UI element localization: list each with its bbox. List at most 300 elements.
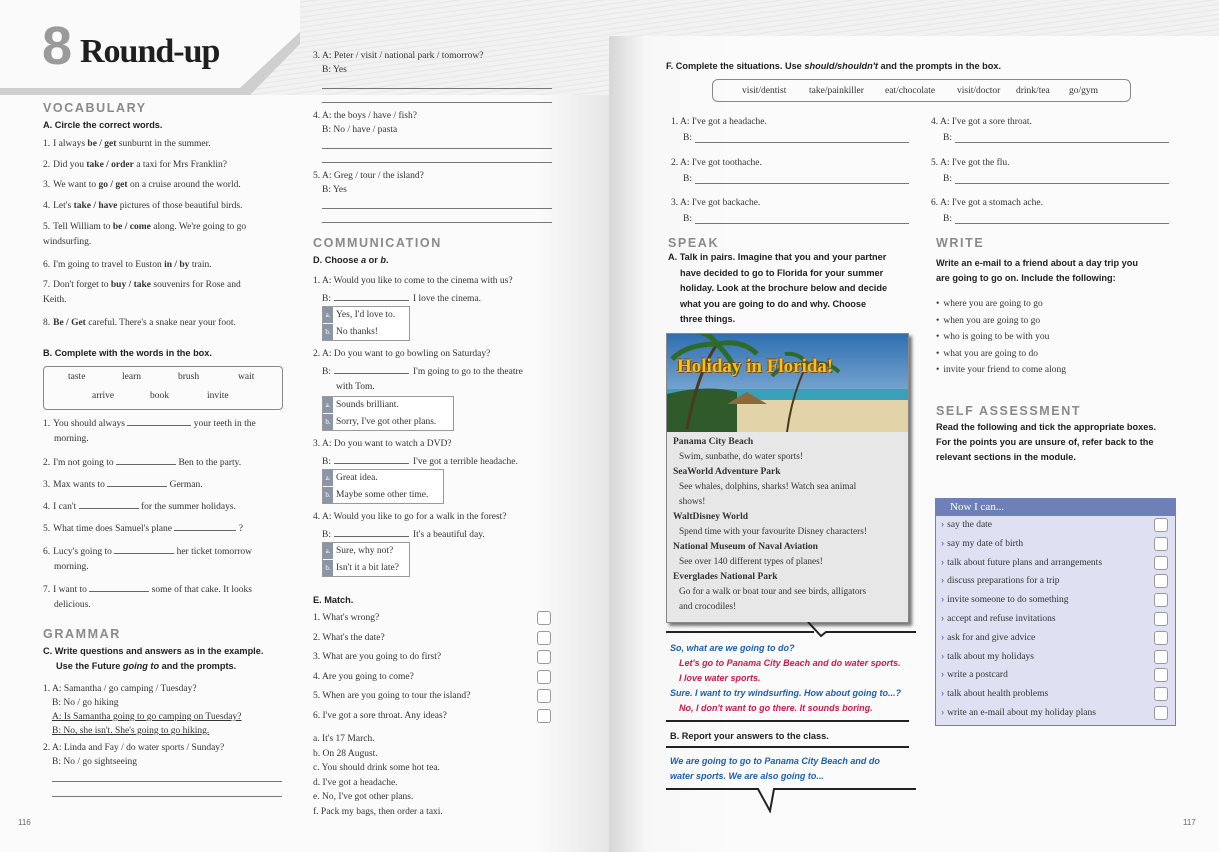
item-number: 3.: [43, 480, 51, 490]
tick-box[interactable]: [1154, 593, 1168, 607]
write-instruction-line: are going to go on. Include the following:: [936, 273, 1116, 283]
grammar-example-answer-b: B: No, she isn't. She's going to go hiking.: [52, 726, 210, 736]
florida-brochure: [666, 333, 909, 623]
item-text: What time does Samuel's plane: [53, 524, 175, 534]
item-number: 7.: [43, 585, 51, 595]
grammar-heading: GRAMMAR: [43, 627, 121, 641]
dialog-fixed-text: I've got a terrible headache.: [412, 457, 518, 467]
speak-instruction-line: what you are going to do and why. Choose: [680, 298, 867, 309]
blank-line[interactable]: [79, 500, 139, 509]
place-description: shows!: [679, 497, 706, 507]
self-assessment-item: [941, 519, 992, 531]
beach-photo: [667, 334, 908, 432]
f-ins-text: F. Complete the situations. Use: [666, 61, 805, 71]
dialogue-line: I love water sports.: [679, 673, 761, 683]
self-assessment-heading: SELF ASSESSMENT: [936, 404, 1082, 418]
item-text: I want to: [53, 585, 90, 595]
speech-tail: [666, 783, 916, 813]
prompt-word: go/gym: [1069, 86, 1099, 96]
place-description: and crocodiles!: [679, 602, 737, 612]
place-name: National Museum of Naval Aviation: [673, 542, 818, 552]
fill-blank-item: [43, 456, 241, 469]
grammar-q2-prompt: B: No / go sightseeing: [52, 757, 137, 767]
tick-box[interactable]: [1154, 650, 1168, 664]
item-text: discuss preparations for a trip: [947, 576, 1060, 587]
place-description: See over 140 different types of planes!: [679, 557, 823, 567]
prompt-word: drink/tea: [1016, 86, 1050, 96]
item-text: souvenirs for Rose and: [151, 280, 241, 290]
option-a[interactable]: Sounds brilliant.: [336, 400, 399, 410]
dialog-response: [322, 292, 481, 305]
match-question: 6. I've got a sore throat. Any ideas?: [313, 710, 447, 721]
answer-line[interactable]: [955, 183, 1169, 184]
tick-box[interactable]: [1154, 631, 1168, 645]
blank-line[interactable]: [107, 478, 167, 487]
item-text: I can't: [53, 502, 79, 512]
item-number: 5.: [43, 222, 51, 232]
match-question: 4. Are you going to come?: [313, 671, 414, 682]
bullet-text: who is going to be with you: [943, 332, 1050, 342]
item-number: 1.: [43, 139, 51, 149]
grammar-q4: 4. A: the boys / have / fish?: [313, 111, 417, 121]
option-b[interactable]: Sorry, I've got other plans.: [336, 417, 437, 427]
dialogue-line: Let's go to Panama City Beach and do water sports.: [679, 658, 901, 668]
dialogue-line: Sure. I want to try windsurfing. How about going to...?: [670, 688, 901, 698]
vocab-item: [43, 159, 227, 171]
left-page: [0, 0, 609, 852]
options-box: [322, 396, 454, 431]
chevron-right-icon: ›: [941, 556, 945, 568]
item-text: pictures of those beautiful birds.: [117, 201, 243, 211]
item-text: windsurfing.: [43, 237, 92, 247]
option-a-label: a.: [323, 470, 333, 486]
dialog-response: [322, 455, 518, 468]
comm-d-or: or: [366, 255, 381, 265]
write-bullet: [936, 315, 1040, 327]
item-text: Lucy's going to: [53, 547, 115, 557]
blank-line[interactable]: [334, 455, 409, 464]
item-text: on a cruise around the world.: [127, 180, 241, 190]
comm-d-a: a: [360, 255, 367, 265]
tick-box[interactable]: [1154, 518, 1168, 532]
speaker-label: B:: [943, 214, 952, 224]
fill-blank-item: [43, 417, 256, 430]
grammar-ins-text-end: and the prompts.: [159, 661, 237, 671]
f-ins-text-end: and the prompts in the box.: [878, 61, 1002, 71]
comm-d-b: b: [380, 255, 387, 265]
tick-box[interactable]: [1154, 687, 1168, 701]
item-text: Keith.: [43, 295, 67, 305]
bullet-dot: •: [936, 315, 940, 326]
options-box: [322, 469, 444, 504]
word-choice[interactable]: be / come: [112, 222, 151, 232]
speaker-label: B:: [683, 174, 692, 184]
vocab-item: [43, 317, 236, 329]
item-text: German.: [167, 480, 203, 490]
word-choice[interactable]: be / get: [87, 139, 117, 149]
self-instruction-line: Read the following and tick the appropriate boxes.: [936, 422, 1157, 432]
speech-tail: [666, 622, 916, 642]
item-text: ?: [236, 524, 243, 534]
chevron-right-icon: ›: [941, 594, 945, 606]
item-text: talk about future plans and arrangements: [947, 557, 1103, 568]
option-b[interactable]: Maybe some other time.: [336, 490, 429, 500]
report-line-2: water sports. We are also going to...: [670, 771, 824, 781]
vocab-a-instruction: A. Circle the correct words.: [43, 120, 163, 130]
self-assessment-item: [941, 575, 1060, 587]
word-box-word: wait: [238, 372, 255, 382]
write-bullet: [936, 298, 1043, 310]
write-bullet: [936, 364, 1066, 376]
bullet-text: what you are going to do: [943, 348, 1039, 359]
answer-line[interactable]: [322, 102, 552, 103]
item-number: 1.: [43, 419, 51, 429]
self-assessment-item: [941, 651, 1034, 663]
option-b[interactable]: No thanks!: [336, 327, 378, 337]
speaker-label: B:: [683, 214, 692, 224]
vocabulary-heading: VOCABULARY: [43, 101, 147, 115]
grammar-ins-text: Use the Future: [56, 661, 123, 671]
vocab-b-instruction: B. Complete with the words in the box.: [43, 348, 212, 358]
unit-number: 8: [42, 16, 73, 76]
item-text: write an e-mail about my holiday plans: [947, 708, 1096, 718]
item-text: ask for and give advice: [947, 632, 1036, 643]
tick-box[interactable]: [1154, 574, 1168, 588]
item-text: some of that cake. It looks: [149, 585, 252, 595]
option-a[interactable]: Sure, why not?: [336, 546, 394, 556]
tick-box[interactable]: [1154, 706, 1168, 720]
item-text: Don't forget to: [53, 280, 111, 290]
bullet-text: invite your friend to come along: [943, 365, 1067, 375]
word-choice[interactable]: take / have: [73, 201, 118, 211]
item-text: for the summer holidays.: [138, 502, 236, 512]
match-box[interactable]: [537, 670, 551, 684]
dialogue-line: No, I don't want to go there. It sounds boring.: [679, 703, 873, 713]
place-name: SeaWorld Adventure Park: [673, 467, 781, 477]
place-description: Spend time with your favourite Disney characters!: [679, 527, 867, 537]
option-b[interactable]: Isn't it a bit late?: [336, 563, 399, 573]
option-a-label: a.: [323, 397, 333, 413]
item-text: say my date of birth: [947, 538, 1024, 549]
unit-title: Round-up: [80, 33, 220, 70]
answer-line[interactable]: [322, 162, 552, 163]
item-text: a taxi for Mrs Franklin?: [133, 160, 228, 170]
communication-heading: COMMUNICATION: [313, 236, 442, 250]
option-a[interactable]: Yes, I'd love to.: [336, 310, 396, 320]
dialog-fixed-text: I'm going to go to the theatre: [412, 367, 523, 377]
word-choice[interactable]: in / by: [164, 260, 190, 270]
prompt-word: visit/dentist: [742, 86, 787, 96]
self-assessment-table: [935, 498, 1176, 726]
option-a-label: a.: [323, 307, 333, 323]
self-assessment-item: [941, 594, 1069, 606]
grammar-ins-italic: going to: [122, 661, 160, 671]
bullet-text: when you are going to go: [943, 315, 1041, 326]
place-name: WaltDisney World: [673, 512, 749, 522]
vocab-item: [43, 179, 241, 191]
dialog-fixed-text: It's a beautiful day.: [412, 530, 485, 540]
match-answer: f. Pack my bags, then order a taxi.: [313, 806, 443, 817]
item-number: 3.: [43, 180, 51, 190]
word-choice[interactable]: go / get: [98, 180, 128, 190]
place-description: See whales, dolphins, sharks! Watch sea animal: [679, 482, 857, 492]
item-text: her ticket tomorrow: [174, 547, 253, 557]
divider: [666, 746, 909, 748]
options-box: [322, 542, 410, 577]
word-choice[interactable]: buy / take: [110, 280, 151, 290]
item-text: Max wants to: [53, 480, 108, 490]
situation-prompt: 5. A: I've got the flu.: [931, 158, 1010, 168]
self-assessment-item: [941, 613, 1056, 625]
item-text: talk about my holidays: [947, 651, 1034, 662]
answer-line[interactable]: [322, 208, 552, 209]
divider: [666, 720, 909, 722]
situation-prompt: 2. A: I've got toothache.: [671, 158, 762, 168]
comm-d-text: D. Choose: [313, 255, 361, 265]
match-instruction: E. Match.: [313, 595, 354, 605]
match-answer: c. You should drink some hot tea.: [313, 763, 440, 773]
chevron-right-icon: ›: [941, 519, 945, 530]
dialogue-line: So, what are we going to do?: [670, 643, 795, 653]
options-box: [322, 306, 410, 341]
speaker-label: B:: [683, 133, 692, 143]
dialog-fixed-text-cont: with Tom.: [336, 382, 375, 392]
word-box-word: arrive: [92, 391, 115, 401]
vocab-item: [43, 221, 246, 233]
chevron-right-icon: ›: [941, 575, 945, 587]
situation-prompt: 6. A: I've got a stomach ache.: [931, 198, 1043, 208]
blank-line[interactable]: [334, 292, 409, 301]
speak-instruction-line: three things.: [680, 314, 736, 324]
dialog-response: [322, 365, 523, 378]
item-text: You should always: [53, 419, 128, 429]
answer-line[interactable]: [52, 796, 282, 797]
item-text-cont: morning.: [54, 562, 89, 572]
grammar-q4-prompt: B: No / have / pasta: [322, 125, 398, 135]
bullet-dot: •: [936, 365, 940, 375]
grammar-q1-prompt: B: No / go hiking: [52, 698, 119, 708]
grammar-q3: 3. A: Peter / visit / national park / tomorrow?: [313, 51, 484, 61]
item-text-cont: delicious.: [54, 600, 91, 610]
chevron-right-icon: ›: [941, 688, 945, 700]
word-choice[interactable]: Be / Get: [53, 318, 86, 328]
tick-box[interactable]: [1154, 668, 1168, 682]
blank-line[interactable]: [116, 456, 176, 465]
situation-prompt: 3. A: I've got backache.: [671, 198, 761, 208]
dialog-question: 4. A: Would you like to go for a walk in the forest?: [313, 512, 507, 522]
chevron-right-icon: ›: [941, 537, 945, 549]
bullet-dot: •: [936, 299, 940, 309]
answer-line[interactable]: [322, 88, 552, 89]
speaker-label: B:: [322, 294, 331, 304]
item-text: I always: [53, 139, 88, 149]
fill-blank-item: [43, 545, 252, 558]
answer-line[interactable]: [955, 223, 1169, 224]
situation-prompt: 1. A: I've got a headache.: [671, 117, 767, 127]
match-box[interactable]: [537, 650, 551, 664]
dialog-question: 3. A: Do you want to watch a DVD?: [313, 439, 452, 449]
answer-line[interactable]: [695, 142, 909, 143]
item-text: Let's: [53, 201, 74, 211]
word-box-word: taste: [68, 372, 86, 382]
bullet-dot: •: [936, 332, 940, 342]
right-page: [609, 0, 1219, 852]
answer-line[interactable]: [52, 781, 282, 782]
vocab-item: [43, 236, 91, 248]
item-text: accept and refuse invitations: [947, 614, 1056, 624]
item-text: sunburnt in the summer.: [116, 139, 211, 149]
chevron-right-icon: ›: [941, 650, 945, 662]
blank-line[interactable]: [334, 365, 409, 374]
chevron-right-icon: ›: [941, 707, 945, 718]
speak-b-instruction: B. Report your answers to the class.: [670, 731, 829, 741]
vocab-item: [43, 294, 66, 306]
vocab-item: [43, 259, 212, 271]
match-box[interactable]: [537, 689, 551, 703]
fill-blank-item: [43, 500, 236, 513]
report-line-1: We are going to go to Panama City Beach and do: [670, 756, 880, 766]
write-bullet: [936, 348, 1038, 360]
item-number: 4.: [43, 502, 51, 512]
prompt-word: visit/doctor: [957, 86, 1001, 96]
comm-d-instruction: [313, 253, 389, 268]
place-name: Everglades National Park: [673, 572, 778, 582]
answer-line[interactable]: [695, 183, 909, 184]
item-text: careful. There's a snake near your foot.: [85, 318, 236, 328]
item-text: along. We're going to go: [150, 222, 247, 232]
f-ins-italic: should/shouldn't: [804, 61, 878, 71]
item-text: say the date: [947, 520, 993, 530]
self-assessment-item: [941, 632, 1035, 644]
option-a-label: a.: [323, 543, 333, 559]
grammar-q3-prompt: B: Yes: [322, 65, 347, 75]
fill-blank-item: [43, 522, 243, 535]
answer-line[interactable]: [322, 148, 552, 149]
chevron-right-icon: ›: [941, 613, 945, 624]
match-answer: a. It's 17 March.: [313, 734, 375, 744]
item-text: I'm going to travel to Euston: [53, 260, 165, 270]
dialog-response: [322, 528, 485, 541]
item-number: 6.: [43, 260, 51, 270]
option-b-label: b.: [323, 414, 333, 430]
item-number: 4.: [43, 201, 51, 211]
self-assessment-item: [941, 707, 1096, 719]
speak-instruction-line: have decided to go to Florida for your summer: [680, 267, 884, 278]
tick-box[interactable]: [1154, 556, 1168, 570]
table-header: Now I can...: [936, 499, 1175, 516]
match-question: 3. What are you going to do first?: [313, 652, 442, 662]
item-text: train.: [189, 260, 212, 270]
word-box-word: book: [150, 391, 169, 401]
word-box-word: learn: [122, 372, 141, 382]
place-description: Swim, sunbathe, do water sports!: [679, 452, 803, 462]
fill-blank-item: [43, 478, 203, 491]
bullet-dot: •: [936, 348, 940, 359]
item-number: 7.: [43, 280, 51, 290]
match-question: 5. When are you going to tour the island?: [313, 691, 471, 701]
match-box[interactable]: [537, 709, 551, 723]
self-assessment-item: [941, 557, 1102, 569]
write-instruction-line: Write an e-mail to a friend about a day trip you: [936, 258, 1138, 268]
item-text: We want to: [53, 180, 99, 190]
speaker-label: B:: [322, 530, 331, 540]
blank-line[interactable]: [174, 522, 236, 531]
header-texture: [609, 0, 1219, 36]
write-heading: WRITE: [936, 236, 985, 250]
right-page-number: 117: [1183, 818, 1196, 827]
tick-box[interactable]: [1154, 537, 1168, 551]
place-description: Go for a walk or boat tour and see birds, alligators: [679, 587, 867, 597]
option-b-label: b.: [323, 560, 333, 576]
option-b-label: b.: [323, 487, 333, 503]
item-number: 2.: [43, 160, 51, 170]
item-text: talk about health problems: [947, 689, 1049, 700]
item-number: 6.: [43, 547, 51, 557]
speaker-label: B:: [943, 133, 952, 143]
speaker-label: B:: [943, 174, 952, 184]
item-number: 8.: [43, 318, 51, 328]
grammar-instruction-1: C. Write questions and answers as in the example.: [43, 646, 264, 656]
word-box-word: brush: [178, 372, 200, 382]
item-number: 2.: [43, 458, 51, 468]
self-instruction-line: For the points you are unsure of, refer back to the: [936, 437, 1154, 447]
match-box[interactable]: [537, 631, 551, 645]
option-a[interactable]: Great idea.: [336, 473, 378, 483]
item-number: 5.: [43, 524, 51, 534]
answer-line[interactable]: [695, 223, 909, 224]
item-text: Ben to the party.: [176, 458, 242, 468]
answer-line[interactable]: [322, 222, 552, 223]
speaker-label: B:: [322, 367, 331, 377]
blank-line[interactable]: [127, 417, 191, 426]
chevron-right-icon: ›: [941, 631, 945, 643]
f-instruction: [666, 59, 1001, 74]
grammar-q2: 2. A: Linda and Fay / do water sports / Sunday?: [43, 743, 225, 753]
situation-prompt: 4. A: I've got a sore throat.: [931, 117, 1032, 127]
grammar-q5-prompt: B: Yes: [322, 185, 347, 195]
blank-line[interactable]: [114, 545, 174, 554]
match-answer: e. No, I've got other plans.: [313, 792, 414, 802]
speaker-label: B:: [322, 457, 331, 467]
speak-instruction-line: A. Talk in pairs. Imagine that you and your partner: [668, 252, 887, 262]
dialog-question: 1. A: Would you like to come to the cinema with us?: [313, 276, 513, 286]
blank-line[interactable]: [334, 528, 409, 537]
word-choice[interactable]: take / order: [86, 160, 134, 170]
match-answer: b. On 28 August.: [313, 748, 378, 759]
word-box-word: invite: [207, 391, 229, 401]
self-assessment-item: [941, 538, 1023, 550]
self-instruction-line: relevant sections in the module.: [936, 452, 1076, 462]
fill-blank-item: [43, 583, 252, 596]
match-box[interactable]: [537, 611, 551, 625]
answer-line[interactable]: [955, 142, 1169, 143]
item-text: Did you: [53, 160, 87, 170]
write-bullet: [936, 331, 1049, 343]
place-name: Panama City Beach: [673, 437, 754, 447]
match-answer: d. I've got a headache.: [313, 777, 398, 788]
tick-box[interactable]: [1154, 612, 1168, 626]
item-text: Tell William to: [53, 222, 113, 232]
dialog-question: 2. A: Do you want to go bowling on Saturday?: [313, 349, 491, 359]
bullet-text: where you are going to go: [943, 299, 1043, 309]
grammar-q1: 1. A: Samantha / go camping / Tuesday?: [43, 684, 197, 694]
speak-instruction-line: holiday. Look at the brochure below and decide: [680, 283, 888, 293]
item-text: your teeth in the: [191, 419, 256, 429]
match-question: 1. What's wrong?: [313, 613, 380, 623]
item-text: I'm not going to: [53, 458, 117, 468]
blank-line[interactable]: [89, 583, 149, 592]
prompt-word: take/painkiller: [809, 86, 864, 96]
